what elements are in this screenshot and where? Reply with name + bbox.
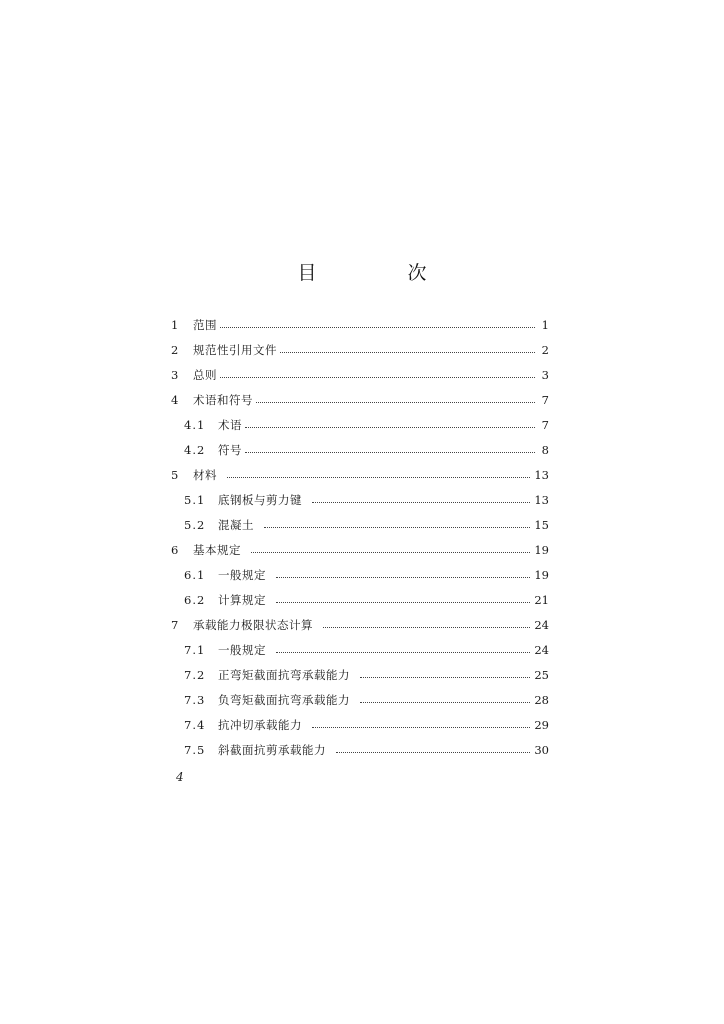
toc-entry-label: 总则 [193, 367, 217, 382]
toc-entry[interactable] [171, 337, 549, 362]
toc-entry-label: 混凝土 [218, 517, 254, 532]
toc-entry[interactable] [171, 662, 549, 687]
toc-entry-page: 24 [534, 642, 549, 657]
toc-entry-label: 斜截面抗剪承载能力 [218, 742, 326, 757]
toc-dot-leader [220, 327, 535, 328]
toc-dot-leader [227, 477, 530, 478]
toc-entry-page: 13 [534, 492, 549, 507]
toc-entry-number: 4.2 [184, 442, 206, 457]
toc-entry-page: 3 [541, 367, 549, 382]
toc-entry-page: 28 [534, 692, 549, 707]
toc-entry-number: 4 [171, 392, 179, 407]
toc-entry-page: 24 [534, 617, 549, 632]
toc-entry-label: 术语 [218, 417, 242, 432]
table-of-contents [171, 312, 549, 762]
toc-entry[interactable] [171, 387, 549, 412]
toc-entry[interactable] [171, 312, 549, 337]
toc-entry[interactable] [171, 687, 549, 712]
toc-entry[interactable] [171, 412, 549, 437]
toc-entry-page: 30 [534, 742, 549, 757]
toc-dot-leader [220, 377, 535, 378]
toc-dot-leader [312, 502, 530, 503]
toc-entry[interactable] [171, 487, 549, 512]
toc-entry-number: 6.1 [184, 567, 206, 582]
toc-entry-label: 术语和符号 [193, 392, 253, 407]
toc-entry[interactable] [171, 537, 549, 562]
toc-dot-leader [264, 527, 530, 528]
toc-entry-page: 29 [534, 717, 549, 732]
toc-entry-label: 正弯矩截面抗弯承载能力 [218, 667, 350, 682]
toc-dot-leader [360, 677, 530, 678]
toc-entry-page: 8 [541, 442, 549, 457]
toc-entry-label: 一般规定 [218, 642, 266, 657]
toc-entry-number: 5.1 [184, 492, 206, 507]
toc-entry-label: 抗冲切承载能力 [218, 717, 302, 732]
toc-entry-number: 6 [171, 542, 179, 557]
toc-entry-page: 7 [541, 392, 549, 407]
toc-entry-number: 5 [171, 467, 179, 482]
toc-entry[interactable] [171, 562, 549, 587]
toc-entry-page: 2 [541, 342, 549, 357]
toc-entry-number: 3 [171, 367, 179, 382]
toc-entry[interactable] [171, 512, 549, 537]
toc-entry-number: 5.2 [184, 517, 206, 532]
toc-dot-leader [276, 602, 530, 603]
toc-entry-label: 材料 [193, 467, 217, 482]
toc-entry-page: 21 [534, 592, 549, 607]
toc-dot-leader [276, 652, 530, 653]
toc-entry-label: 承载能力极限状态计算 [193, 617, 313, 632]
toc-entry-number: 7.2 [184, 667, 206, 682]
toc-entry-page: 13 [534, 467, 549, 482]
toc-entry-number: 7.4 [184, 717, 206, 732]
toc-entry-number: 4.1 [184, 417, 206, 432]
toc-entry-label: 符号 [218, 442, 242, 457]
toc-entry[interactable] [171, 362, 549, 387]
toc-dot-leader [245, 452, 535, 453]
toc-entry-number: 7.3 [184, 692, 206, 707]
toc-entry-label: 计算规定 [218, 592, 266, 607]
toc-entry-page: 15 [534, 517, 549, 532]
toc-entry-label: 一般规定 [218, 567, 266, 582]
toc-entry-page: 19 [534, 567, 549, 582]
toc-entry[interactable] [171, 637, 549, 662]
toc-entry[interactable] [171, 437, 549, 462]
toc-entry-label: 负弯矩截面抗弯承载能力 [218, 692, 350, 707]
toc-entry-page: 25 [534, 667, 549, 682]
toc-dot-leader [251, 552, 530, 553]
toc-entry-label: 底钢板与剪力键 [218, 492, 302, 507]
toc-entry-label: 基本规定 [193, 542, 241, 557]
toc-entry-number: 7 [171, 617, 179, 632]
toc-entry[interactable] [171, 712, 549, 737]
toc-entry-number: 1 [171, 317, 179, 332]
page-title: 目 次 [297, 262, 463, 284]
toc-dot-leader [336, 752, 530, 753]
toc-entry-number: 7.5 [184, 742, 206, 757]
toc-entry[interactable] [171, 612, 549, 637]
toc-entry-number: 6.2 [184, 592, 206, 607]
toc-entry-page: 7 [541, 417, 549, 432]
toc-dot-leader [245, 427, 535, 428]
toc-dot-leader [323, 627, 530, 628]
toc-entry-number: 7.1 [184, 642, 206, 657]
toc-dot-leader [312, 727, 530, 728]
toc-entry-label: 规范性引用文件 [193, 342, 277, 357]
toc-dot-leader [276, 577, 530, 578]
page-number: 4 [176, 770, 184, 784]
toc-entry-page: 19 [534, 542, 549, 557]
toc-dot-leader [360, 702, 530, 703]
toc-entry-label: 范围 [193, 317, 217, 332]
toc-dot-leader [256, 402, 535, 403]
toc-entry[interactable] [171, 737, 549, 762]
toc-dot-leader [280, 352, 535, 353]
toc-entry[interactable] [171, 462, 549, 487]
toc-entry-number: 2 [171, 342, 179, 357]
toc-entry-page: 1 [541, 317, 549, 332]
toc-entry[interactable] [171, 587, 549, 612]
